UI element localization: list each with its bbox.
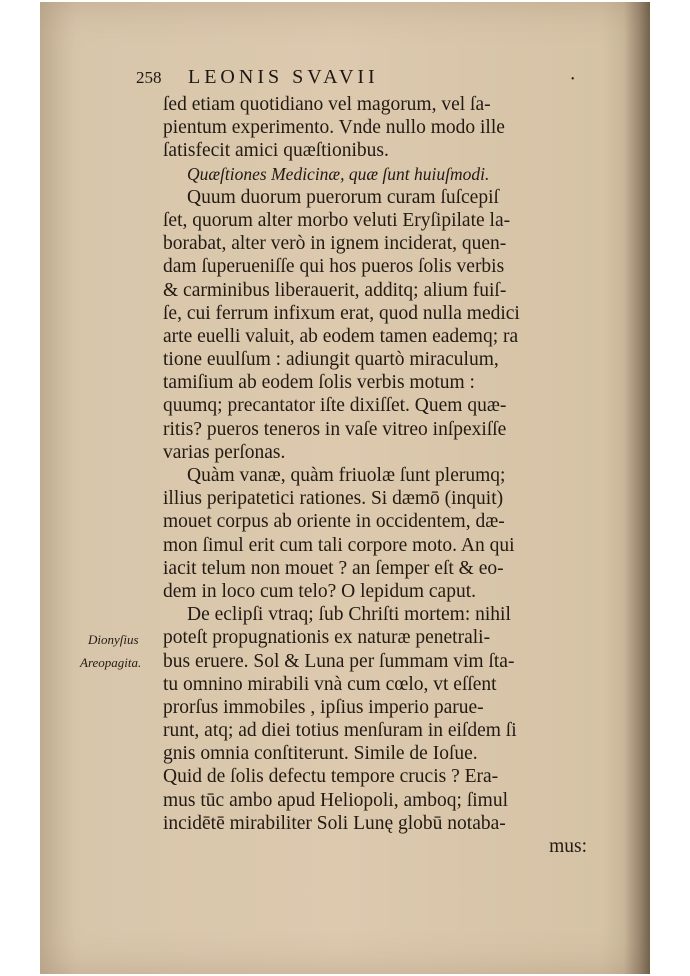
text-line: dam ſuperueniſſe qui hos pueros ſolis verbis bbox=[163, 256, 505, 278]
body-text bbox=[163, 93, 603, 858]
text-line: borabat, alter verò in ignem inciderat, quen- bbox=[163, 233, 507, 255]
text-line: mon ſimul erit cum tali corpore moto. An qui bbox=[163, 534, 515, 556]
header-mark: · bbox=[569, 68, 576, 90]
text-line: dem in loco cum telo? O lepidum caput. bbox=[163, 580, 476, 602]
text-line: Quàm vanæ, quàm friuolæ ſunt plerumq; bbox=[187, 465, 506, 486]
text-line: tione euulſum : adiungit quartò miraculum, bbox=[163, 349, 499, 371]
page-gutter-shadow bbox=[624, 2, 650, 974]
catchword: mus: bbox=[549, 836, 587, 857]
page-number: 258 bbox=[136, 68, 162, 87]
text-line: & carminibus liberauerit, additq; alium fuiſ- bbox=[163, 279, 507, 301]
running-title: LEONIS SVAVII bbox=[188, 66, 379, 88]
text-line: Quum duorum puerorum curam ſuſcepiſ bbox=[187, 186, 499, 208]
text-line: gnis omnia conſtiterunt. Simile de Ioſue. bbox=[163, 743, 478, 765]
text-line: quumq; precantator iſte dixiſſet. Quem quæ- bbox=[163, 395, 507, 417]
running-header bbox=[136, 68, 576, 92]
text-line: iacit telum non mouet ? an ſemper eſt & eo- bbox=[163, 557, 504, 579]
margin-note-dionysius: Dionyſius bbox=[88, 632, 139, 647]
text-line: runt, atq; ad diei totius menſuram in eiſdem ſi bbox=[163, 720, 517, 742]
text-line: mus tūc ambo apud Heliopoli, amboq; ſimul bbox=[163, 789, 509, 811]
text-line: ſe, cui ferrum infixum erat, quod nulla medici bbox=[163, 302, 520, 324]
text-line: incidētē mirabiliter Soli Lunę globū notaba- bbox=[163, 812, 506, 834]
text-line: De eclipſi vtraq; ſub Chriſti mortem: nihil bbox=[187, 604, 511, 626]
text-line: ſed etiam quotidiano vel magorum, vel ſa- bbox=[163, 94, 491, 115]
text-line: pientum experimento. Vnde nullo modo ille bbox=[163, 117, 505, 139]
margin-note-areopagita: Areopagita. bbox=[80, 655, 142, 670]
text-line: mouet corpus ab oriente in occidentem, dæ- bbox=[163, 511, 505, 533]
text-line: ſatisfecit amici quæſtionibus. bbox=[163, 140, 389, 162]
text-line: illius peripatetici rationes. Si dæmō (inquit) bbox=[163, 488, 504, 510]
section-heading: Quæſtiones Medicinæ, quæ ſunt huiuſmodi. bbox=[187, 163, 490, 184]
text-line: poteſt propugnationis ex naturæ penetrali- bbox=[163, 627, 491, 649]
text-line: arte euelli valuit, ab eodem tamen eademq; ra bbox=[163, 325, 519, 347]
text-line: tu omnino mirabili vnà cum cœlo, vt eſſent bbox=[163, 673, 497, 695]
text-line: ritis? pueros teneros in vaſe vitreo inſpexiſſe bbox=[163, 418, 507, 440]
text-line: tamiſium ab eodem ſolis verbis motum : bbox=[163, 372, 475, 394]
text-line: bus eruere. Sol & Luna per ſummam vim ſta- bbox=[163, 650, 515, 672]
text-line: ſet, quorum alter morbo veluti Eryſipilate la- bbox=[163, 209, 511, 231]
text-line: Quid de ſolis defectu tempore crucis ? Era- bbox=[163, 766, 499, 788]
text-line: prorſus immobiles , ipſius imperio parue- bbox=[163, 696, 484, 718]
text-line: varias perſonas. bbox=[163, 441, 286, 463]
